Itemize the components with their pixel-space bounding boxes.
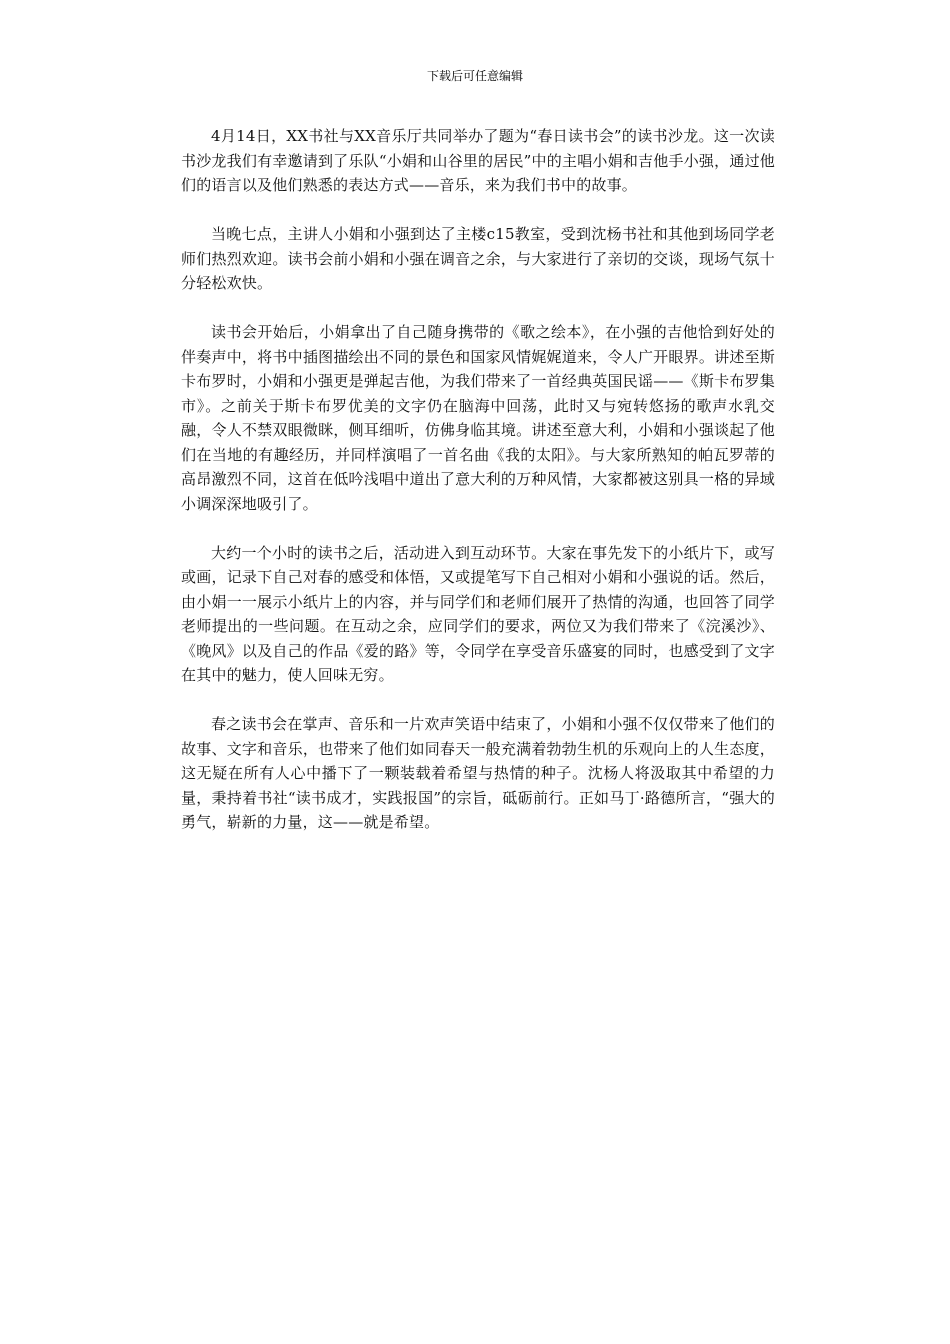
paragraph-5: 春之读书会在掌声、音乐和一片欢声笑语中结束了，小娟和小强不仅仅带来了他们的故事、文字和音乐，也带来了他们如同春天一般充满着勃勃生机的乐观向上的人生态度，这无疑在所有人心中播下了一颗装载着希望与热情的种子。沈杨人将汲取其中希望的力量，秉持着书社“读书成才，实践报国”的宗旨，砥砺前行。正如马丁·路德所言，“强大的勇气，崭新的力量，这——就是希望。: [181, 715, 775, 831]
paragraph-1: 4月14日，XX书社与XX音乐厅共同举办了题为“春日读书会”的读书沙龙。这一次读书沙龙我们有幸邀请到了乐队“小娟和山谷里的居民”中的主唱小娟和吉他手小强，通过他们的语言以及他们熟悉的表达方式——音乐，来为我们书中的故事。: [181, 127, 775, 194]
header-note: 下载后可任意编辑: [426, 69, 523, 83]
article-body: [181, 124, 775, 859]
paragraph-4: 大约一个小时的读书之后，活动进入到互动环节。大家在事先发下的小纸片下，或写或画，记录下自己对春的感受和体悟，又或提笔写下自己相对小娟和小强说的话。然后，由小娟一一展示小纸片上的内容，并与同学们和老师们展开了热情的沟通，也回答了同学老师提出的一些问题。在互动之余，应同学们的要求，两位又为我们带来了《浣溪沙》、《晚风》以及自己的作品《爱的路》等，令同学在享受音乐盛宴的同时，也感受到了文字在其中的魅力，使人回味无穷。: [181, 543, 775, 684]
paragraph-3: 读书会开始后，小娟拿出了自己随身携带的《歌之绘本》，在小强的吉他恰到好处的伴奏声中，将书中插图描绘出不同的景色和国家风情娓娓道来，令人广开眼界。讲述至斯卡布罗时，小娟和小强更是弹起吉他，为我们带来了一首经典英国民谣——《斯卡布罗集市》。之前关于斯卡布罗优美的文字仍在脑海中回荡，此时又与宛转悠扬的歌声水乳交融，令人不禁双眼微眯，侧耳细听，仿佛身临其境。讲述至意大利，小娟和小强谈起了他们在当地的有趣经历，并同样演唱了一首名曲《我的太阳》。与大家所熟知的帕瓦罗蒂的高昂激烈不同，这首在低吟浅唱中道出了意大利的万种风情，大家都被这别具一格的异域小调深深地吸引了。: [181, 323, 775, 513]
paragraph-2: 当晚七点，主讲人小娟和小强到达了主楼c15教室，受到沈杨书社和其他到场同学老师们热烈欢迎。读书会前小娟和小强在调音之余，与大家进行了亲切的交谈，现场气氛十分轻松欢快。: [181, 225, 775, 292]
